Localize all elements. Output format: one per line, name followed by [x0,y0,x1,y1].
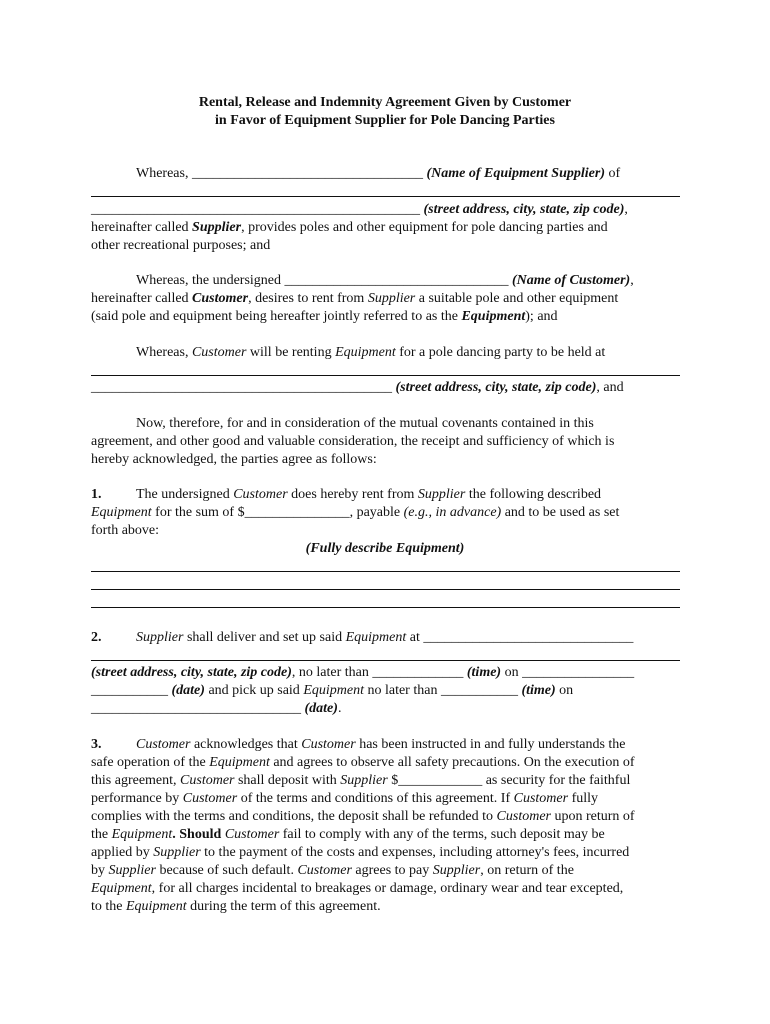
paragraph-line: Equipment, for all charges incidental to breakages or damage, ordinary wear and tear excepted, [91,881,624,896]
paragraph-line: applied by Supplier to the payment of the costs and expenses, including attorney's fees, incurred [91,845,630,860]
whereas-customer-line: Whereas, the undersigned ________________________________ (Name of Customer), [136,273,634,288]
supplier-name-label: (Name of Equipment Supplier) [426,166,605,181]
paragraph-line: to the Equipment during the term of this agreement. [91,899,381,914]
paragraph-line: Customer acknowledges that Customer has been instructed in and fully understands the [136,737,626,752]
paragraph-line: performance by Customer of the terms and conditions of this agreement. If Customer fully [91,791,599,806]
paragraph-line: ___________ (date) and pick up said Equipment no later than ___________ (time) on [91,683,574,698]
paragraph-line: hereinafter called Customer, desires to rent from Supplier a suitable pole and other equipment [91,291,619,306]
paragraph-line: Equipment for the sum of $_______________, payable (e.g., in advance) and to be used as set [91,505,620,520]
customer-name-label: (Name of Customer) [512,273,631,288]
paragraph-line: by Supplier because of such default. Customer agrees to pay Supplier, on return of the [91,863,574,878]
address-label: (street address, city, state, zip code) [395,380,597,395]
blank-rule [91,375,680,376]
paragraph-line: (street address, city, state, zip code), no later than _____________ (time) on ________________ [91,665,635,680]
blank-rule [91,607,680,608]
paragraph-line: agreement, and other good and valuable consideration, the receipt and sufficiency of which is [91,434,615,449]
document-title-line-2: in Favor of Equipment Supplier for Pole Dancing Parties [215,113,555,128]
paragraph-line: safe operation of the Equipment and agrees to observe all safety precautions. On the execution of [91,755,635,770]
whereas-supplier-line: Whereas, _________________________________ (Name of Equipment Supplier) of [136,166,621,181]
paragraph-line: other recreational purposes; and [91,238,271,253]
paragraph-line: forth above: [91,523,160,538]
section-number: 1. [91,487,102,502]
paragraph-line: ______________________________ (date). [91,701,342,716]
paragraph-line: Supplier shall deliver and set up said Equipment at ______________________________ [136,630,634,645]
blank-rule [91,660,680,661]
paragraph-line: The undersigned Customer does hereby rent from Supplier the following described [136,487,602,502]
whereas-party-line: Whereas, Customer will be renting Equipment for a pole dancing party to be held at [136,345,606,360]
describe-equipment-label: (Fully describe Equipment) [305,541,465,556]
blank-rule [91,196,680,197]
document-title-line-1: Rental, Release and Indemnity Agreement Given by Customer [198,95,572,110]
party-address-line: ___________________________________________ (street address, city, state, zip code), and [91,380,624,395]
section-number: 2. [91,630,102,645]
paragraph-line: Now, therefore, for and in consideration of the mutual covenants contained in this [136,416,594,431]
paragraph-line: complies with the terms and conditions, the deposit shall be refunded to Customer upon return of [91,809,635,824]
paragraph-line: hereby acknowledged, the parties agree as follows: [91,452,377,467]
address-label: (street address, city, state, zip code) [423,202,625,217]
paragraph-line: hereinafter called Supplier, provides poles and other equipment for pole dancing parties and [91,220,608,235]
section-number: 3. [91,737,102,752]
blank-rule [91,571,680,572]
paragraph-line: the Equipment. Should Customer fail to comply with any of the terms, such deposit may be [91,827,605,842]
paragraph-line: this agreement, Customer shall deposit with Supplier $____________ as security for the faithful [91,773,631,788]
paragraph-line: (said pole and equipment being hereafter jointly referred to as the Equipment); and [91,309,558,324]
supplier-address-line: _______________________________________________ (street address, city, state, zip code), [91,202,628,217]
blank-rule [91,589,680,590]
